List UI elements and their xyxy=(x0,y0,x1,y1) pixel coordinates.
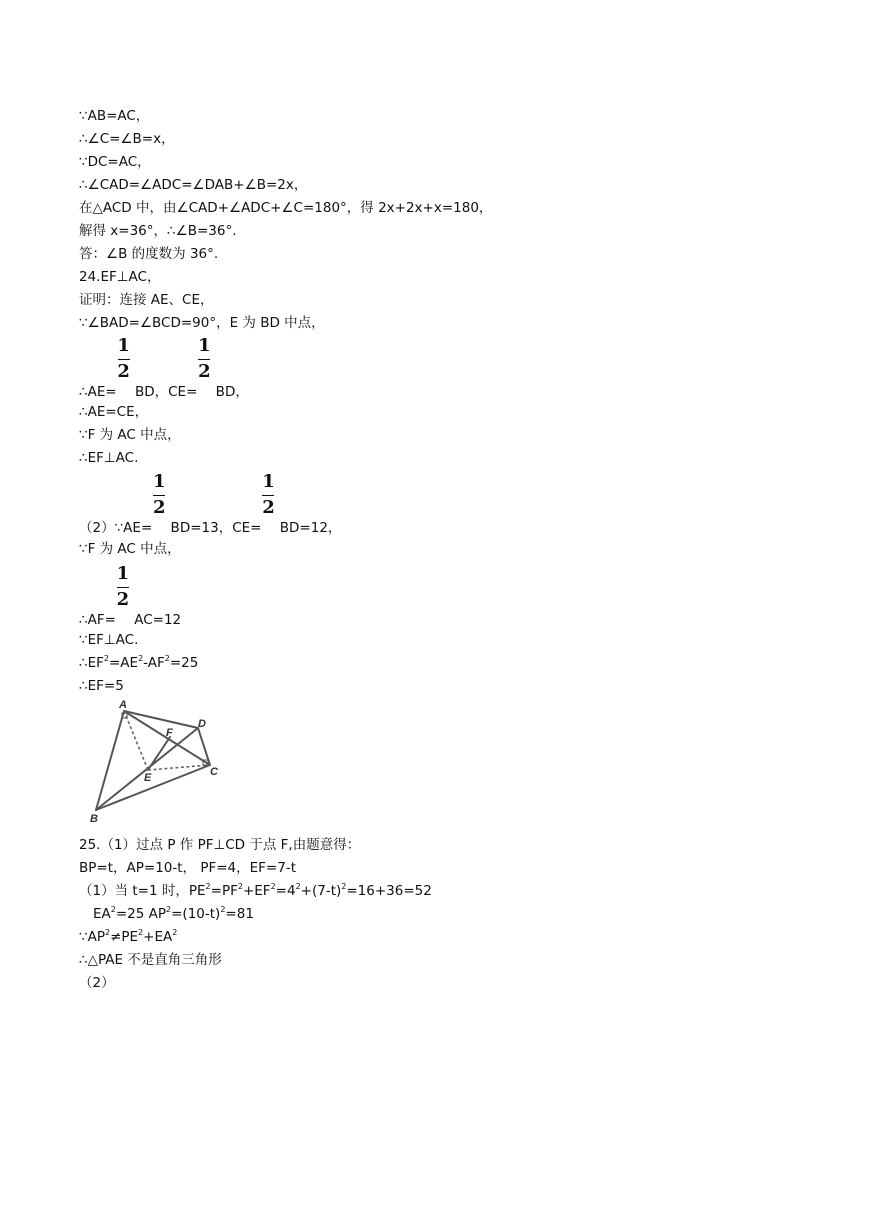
ap-neq-line xyxy=(79,928,177,946)
text-segment: =PF xyxy=(210,883,238,899)
text-line: 证明：连接 AE、CE， xyxy=(79,292,214,308)
superscript-2: 2 xyxy=(172,928,178,937)
text-segment: +(7-t) xyxy=(300,883,342,899)
superscript-2: 2 xyxy=(166,905,172,914)
superscript-2: 2 xyxy=(205,882,211,891)
superscript-2: 2 xyxy=(164,654,170,663)
text-segment: BD， xyxy=(211,384,249,400)
fraction-bar xyxy=(117,587,129,588)
geometry-figure xyxy=(86,696,226,826)
superscript-2: 2 xyxy=(270,882,276,891)
label-f: F xyxy=(166,727,173,739)
fraction-bar xyxy=(262,495,274,496)
text-line: ∵F 为 AC 中点， xyxy=(79,541,181,557)
text-segment: =81 xyxy=(225,906,254,922)
fraction-numerator: 1 xyxy=(116,563,130,584)
text-segment: （2）∵AE= xyxy=(79,520,153,536)
fraction-one-half xyxy=(117,335,131,396)
text-line: 在△ACD 中，由∠CAD+∠ADC+∠C=180°，得 2x+2x+x=180， xyxy=(79,200,493,216)
text-line: 答：∠B 的度数为 36°. xyxy=(79,246,219,262)
ae-ce-half-bd-line xyxy=(79,335,249,401)
superscript-2: 2 xyxy=(138,928,144,937)
label-e: E xyxy=(144,772,152,784)
segment-ae-dashed xyxy=(124,711,148,770)
fraction-one-half xyxy=(152,471,166,532)
text-line: ∴AE=CE， xyxy=(79,404,149,420)
text-segment: ∴AF= xyxy=(79,612,116,628)
text-line: 解得 x=36°，∴∠B=36°. xyxy=(79,223,237,239)
fraction-denominator: 2 xyxy=(116,589,130,610)
fraction-one-half xyxy=(116,563,130,624)
fraction-bar xyxy=(198,359,210,360)
segment-ad xyxy=(124,711,198,728)
text-segment: =AE xyxy=(108,655,139,671)
superscript-2: 2 xyxy=(295,882,301,891)
label-b: B xyxy=(90,813,98,825)
fraction-denominator: 2 xyxy=(198,361,211,382)
ea-ap-line xyxy=(93,905,254,923)
label-c: C xyxy=(210,766,218,778)
superscript-2: 2 xyxy=(103,654,109,663)
text-segment: +EF xyxy=(242,883,271,899)
fraction-denominator: 2 xyxy=(117,361,130,382)
text-segment: （1）当 t=1 时，PE xyxy=(79,883,206,899)
fraction-bar xyxy=(153,495,165,496)
pe-squared-line xyxy=(79,882,432,900)
label-d: D xyxy=(198,718,206,730)
fraction-one-half xyxy=(197,335,211,396)
label-a: A xyxy=(119,699,127,711)
fraction-numerator: 1 xyxy=(262,471,275,492)
text-line: ∴EF=5 xyxy=(79,678,124,694)
superscript-2: 2 xyxy=(237,882,243,891)
fraction-denominator: 2 xyxy=(153,497,166,518)
text-segment: ∵AP xyxy=(79,929,105,945)
text-segment: ∴EF xyxy=(79,655,104,671)
superscript-2: 2 xyxy=(138,654,144,663)
text-segment: BD=13，CE= xyxy=(166,520,262,536)
text-segment: =(10-t) xyxy=(171,906,221,922)
text-line: ∵∠BAD=∠BCD=90°，E 为 BD 中点， xyxy=(79,315,325,331)
fraction-numerator: 1 xyxy=(153,471,166,492)
text-segment: =4 xyxy=(275,883,296,899)
text-line: （2） xyxy=(79,975,115,991)
text-segment: =25 xyxy=(169,655,199,671)
fraction-numerator: 1 xyxy=(117,335,130,356)
fraction-denominator: 2 xyxy=(262,497,275,518)
segment-ab xyxy=(96,711,124,810)
text-line: BP=t，AP=10-t， PF=4，EF=7-t xyxy=(79,860,296,876)
superscript-2: 2 xyxy=(341,882,347,891)
af-half-ac-line xyxy=(79,563,182,629)
text-segment: ≠PE xyxy=(110,929,139,945)
text-segment: BD=12， xyxy=(275,520,342,536)
text-segment: AC=12 xyxy=(134,612,182,628)
text-line: 24.EF⊥AC， xyxy=(79,269,161,285)
text-line: ∴EF⊥AC. xyxy=(79,450,139,466)
superscript-2: 2 xyxy=(104,928,111,937)
text-line: ∴∠C=∠B=x， xyxy=(79,131,175,147)
text-segment: =16+36=52 xyxy=(346,883,432,899)
text-line: ∵DC=AC， xyxy=(79,154,151,170)
fraction-one-half xyxy=(261,471,275,532)
superscript-2: 2 xyxy=(110,905,116,914)
text-segment: BD，CE= xyxy=(130,384,198,400)
fraction-numerator: 1 xyxy=(198,335,211,356)
text-segment: +EA xyxy=(143,929,173,945)
text-segment: =25 AP xyxy=(115,906,167,922)
text-line: ∵F 为 AC 中点， xyxy=(79,427,181,443)
text-line: ∵AB=AC， xyxy=(79,108,150,124)
segment-bc xyxy=(96,765,210,810)
ef-squared-line xyxy=(79,654,198,672)
text-line: ∴∠CAD=∠ADC=∠DAB+∠B=2x， xyxy=(79,177,308,193)
text-line: ∵EF⊥AC. xyxy=(79,632,139,648)
text-segment: ∴AE= xyxy=(79,384,117,400)
text-segment: EA xyxy=(93,906,111,922)
text-line: ∴△PAE 不是直角三角形 xyxy=(79,952,222,968)
part2-half-bd-line xyxy=(79,471,342,537)
text-line: 25.（1）过点 P 作 PF⊥CD 于点 F,由题意得： xyxy=(79,837,361,853)
superscript-2: 2 xyxy=(220,905,226,914)
text-segment: -AF xyxy=(143,655,165,671)
fraction-bar xyxy=(118,359,130,360)
